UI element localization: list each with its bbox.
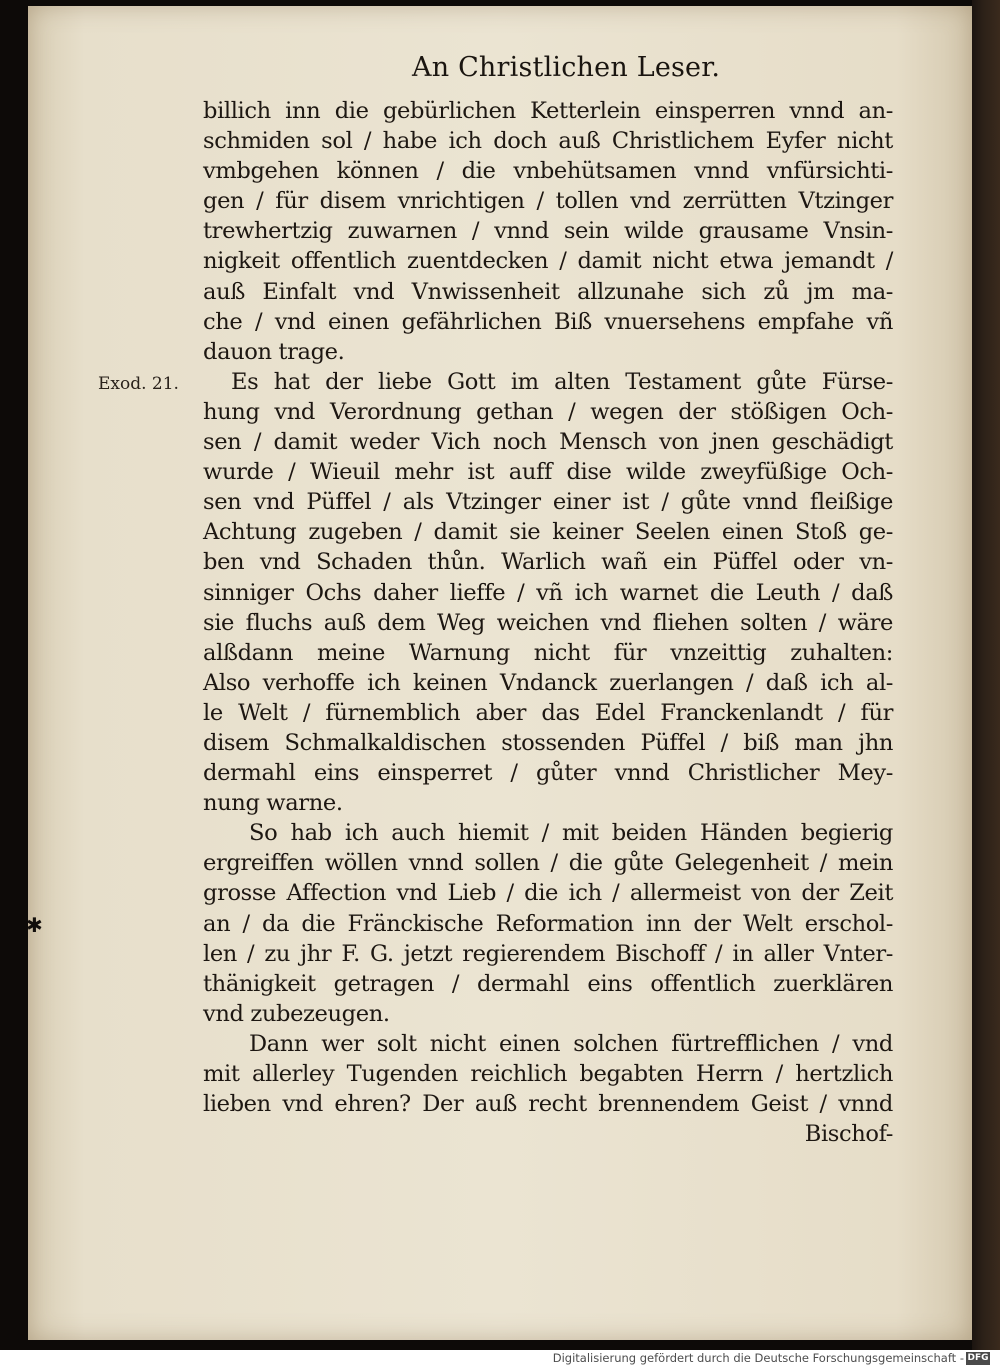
text-line: auß Einfalt vnd Vnwissenheit allzunahe sich zů jm ma- (203, 278, 893, 305)
text-line: grosse Affection vnd Lieb / die ich / allermeist von der Zeit (203, 880, 893, 907)
text-line: ben vnd Schaden thůn. Warlich wañ ein Püffel oder vn- (203, 549, 893, 576)
text-line: sinniger Ochs daher lieffe / vñ ich warnet die Leuth / daß (203, 579, 893, 606)
paragraph-first-line: Es hat der liebe Gott im alten Testament gůte Fürse- (231, 368, 893, 395)
text-line: hung vnd Verordnung gethan / wegen der stößigen Och- (203, 398, 893, 425)
text-line: lieben vnd ehren? Der auß recht brennendem Geist / vnnd (203, 1091, 893, 1118)
text-line: Achtung zugeben / damit sie keiner Seelen einen Stoß ge- (203, 519, 893, 546)
text-line: wurde / Wieuil mehr ist auff dise wilde zweyfüßige Och- (203, 459, 893, 486)
text-line: sen / damit weder Vich noch Mensch von jnen geschädigt (203, 429, 893, 456)
text-line: vmbgehen können / die vnbehütsamen vnnd vnfürsichti- (203, 158, 893, 185)
catchword: Bischof- (804, 1121, 893, 1148)
paragraph-first-line: So hab ich auch hiemit / mit beiden Händen begierig (249, 820, 893, 847)
footer-credit: Digitalisierung gefördert durch die Deutsche Forschungsgemeinschaft - (552, 1351, 964, 1365)
text-line: Also verhoffe ich keinen Vndanck zuerlangen / daß ich al- (203, 669, 893, 696)
text-line: an / da die Fränckische Reformation inn der Welt erschol- (203, 910, 893, 937)
text-line: gen / für disem vnrichtigen / tollen vnd zerrütten Vtzinger (203, 188, 893, 215)
text-line: mit allerley Tugenden reichlich begabten Herrn / hertzlich (203, 1061, 893, 1087)
text-line: len / zu jhr F. G. jetzt regierendem Bischoff / in aller Vnter- (203, 940, 893, 967)
text-line: billich inn die gebürlichen Ketterlein einsperren vnnd an- (203, 98, 893, 124)
dfg-logo-icon: DFG (967, 1353, 989, 1363)
text-line: sie fluchs auß dem Weg weichen vnd fliehen solten / wäre (203, 609, 893, 636)
text-line: ergreiffen wöllen vnnd sollen / die gůte Gelegenheit / mein (203, 850, 893, 877)
text-line: vnd zubezeugen. (203, 1000, 390, 1027)
text-line: dermahl eins einsperret / gůter vnnd Christlicher Mey- (203, 760, 893, 787)
text-line: alßdann meine Warnung nicht für vnzeittig zuhalten: (203, 639, 893, 666)
page-edge (972, 0, 1000, 1350)
running-head: An Christlichen Leser. (412, 52, 721, 83)
body-text (203, 96, 893, 1149)
text-line: thänigkeit getragen / dermahl eins offentlich zuerklären (203, 970, 893, 997)
text-line: sen vnd Püffel / als Vtzinger einer ist / gůte vnnd fleißige (203, 489, 893, 516)
text-line: nung warne. (203, 790, 343, 817)
text-line: disem Schmalkaldischen stossenden Püffel / biß man jhn (203, 729, 893, 756)
paragraph-first-line: Dann wer solt nicht einen solchen fürtrefflichen / vnd (249, 1030, 893, 1057)
text-line: nigkeit offentlich zuentdecken / damit nicht etwa jemandt / (203, 248, 893, 275)
margin-note: Exod. 21. (98, 374, 179, 394)
text-line: dauon trage. (203, 338, 345, 365)
ink-blot-icon: ✱ (26, 913, 43, 937)
text-line: che / vnd einen gefährlichen Biß vnuersehens empfahe vñ (203, 308, 893, 335)
footer-bar (0, 1350, 1000, 1367)
text-line: schmiden sol / habe ich doch auß Christlichem Eyfer nicht (203, 128, 893, 155)
text-line: trewhertzig zuwarnen / vnnd sein wilde grausame Vnsin- (203, 218, 893, 245)
text-line: le Welt / fürnemblich aber das Edel Franckenlandt / für (203, 699, 893, 726)
